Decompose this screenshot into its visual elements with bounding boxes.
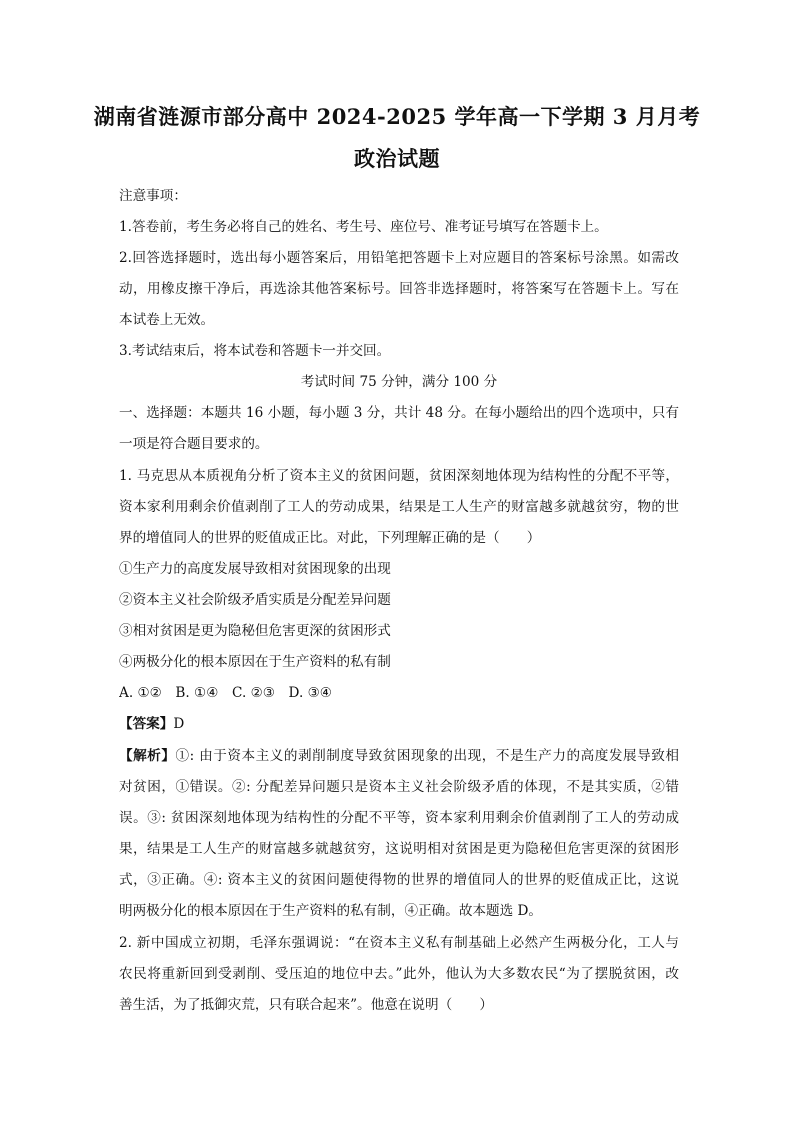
question-1-stem-line-1: 1. 马克思从本质视角分析了资本主义的贫困问题，贫困深刻地体现为结构性的分配不平等， [119,468,679,484]
question-2-stem-line-3: 善生活，为了抵御灾荒，只有联合起来”。他意在说明（ ） [119,997,493,1013]
notice-item-1: 1.答卷前，考生务必将自己的姓名、考生号、座位号、准考证号填写在答题卡上。 [119,219,608,235]
question-1-analysis-line-1 [119,746,679,766]
analysis-label: 【解析】 [119,748,176,764]
question-1-choices: A. ①② B. ①④ C. ②③ D. ③④ [119,685,332,701]
question-1-analysis-line-5: 式，③正确。④: 资本主义的贫困问题使得物的世界的增值同人的世界的贬值成正比，这说 [119,872,679,888]
question-1-analysis-line-2: 对贫困，①错误。②: 分配差异问题只是资本主义社会阶级矛盾的体现，不是其实质，②错 [119,779,679,795]
question-1-analysis-line-3: 误。③: 贫困深刻地体现为结构性的分配不平等，资本家利用剩余价值剥削了工人的劳动成 [119,810,679,826]
exam-subject-title: 政治试题 [354,146,440,171]
question-1-statement-3: ③相对贫困是更为隐秘但危害更深的贫困形式 [119,623,391,639]
question-1-answer [119,714,679,734]
notice-heading: 注意事项： [119,188,187,204]
question-1-statement-2: ②资本主义社会阶级矛盾实质是分配差异问题 [119,592,391,608]
notice-item-2-line-1: 2.回答选择题时，选出每小题答案后，用铅笔把答题卡上对应题目的答案标号涂黑。如需改 [119,250,679,266]
analysis-text: ①: 由于资本主义的剥削制度导致贫困现象的出现，不是生产力的高度发展导致相 [175,748,679,764]
section-intro-line-1: 一、选择题：本题共 16 小题，每小题 3 分，共计 48 分。在每小题给出的四个选项中，只有 [119,405,679,421]
answer-value: D [173,716,185,732]
question-1-analysis-line-4: 果，结果是工人生产的财富越多就越贫穷，这说明相对贫困是更为隐秘但危害更深的贫困形 [119,841,679,857]
answer-label: 【答案】 [119,716,174,732]
question-1-stem-line-3: 界的增值同人的世界的贬值成正比。对此，下列理解正确的是（ ） [119,530,541,546]
notice-item-3: 3.考试结束后，将本试卷和答题卡一并交回。 [119,343,391,359]
section-intro-line-2: 一项是符合题目要求的。 [119,436,269,452]
question-1-stem-line-2: 资本家利用剩余价值剥削了工人的劳动成果，结果是工人生产的财富越多就越贫穷，物的世 [119,499,679,515]
question-2-stem-line-1: 2. 新中国成立初期，毛泽东强调说：“在资本主义私有制基础上必然产生两极分化，工人与 [119,935,679,951]
question-2-stem-line-2: 农民将重新回到受剥削、受压迫的地位中去。”此外，他认为大多数农民“为了摆脱贫困，改 [119,966,679,982]
notice-item-2-line-2: 动，用橡皮擦干净后，再选涂其他答案标号。回答非选择题时，将答案写在答题卡上。写在 [119,281,679,297]
question-1-analysis-line-6: 明两极分化的根本原因在于生产资料的私有制，④正确。故本题选 D。 [119,903,543,919]
exam-time-info: 考试时间 75 分钟，满分 100 分 [300,374,498,390]
exam-title: 湖南省涟源市部分高中 2024-2025 学年高一下学期 3 月月考 [93,104,701,129]
question-1-statement-4: ④两极分化的根本原因在于生产资料的私有制 [119,654,391,670]
question-1-statement-1: ①生产力的高度发展导致相对贫困现象的出现 [119,561,391,577]
notice-item-2-line-3: 本试卷上无效。 [119,312,215,328]
